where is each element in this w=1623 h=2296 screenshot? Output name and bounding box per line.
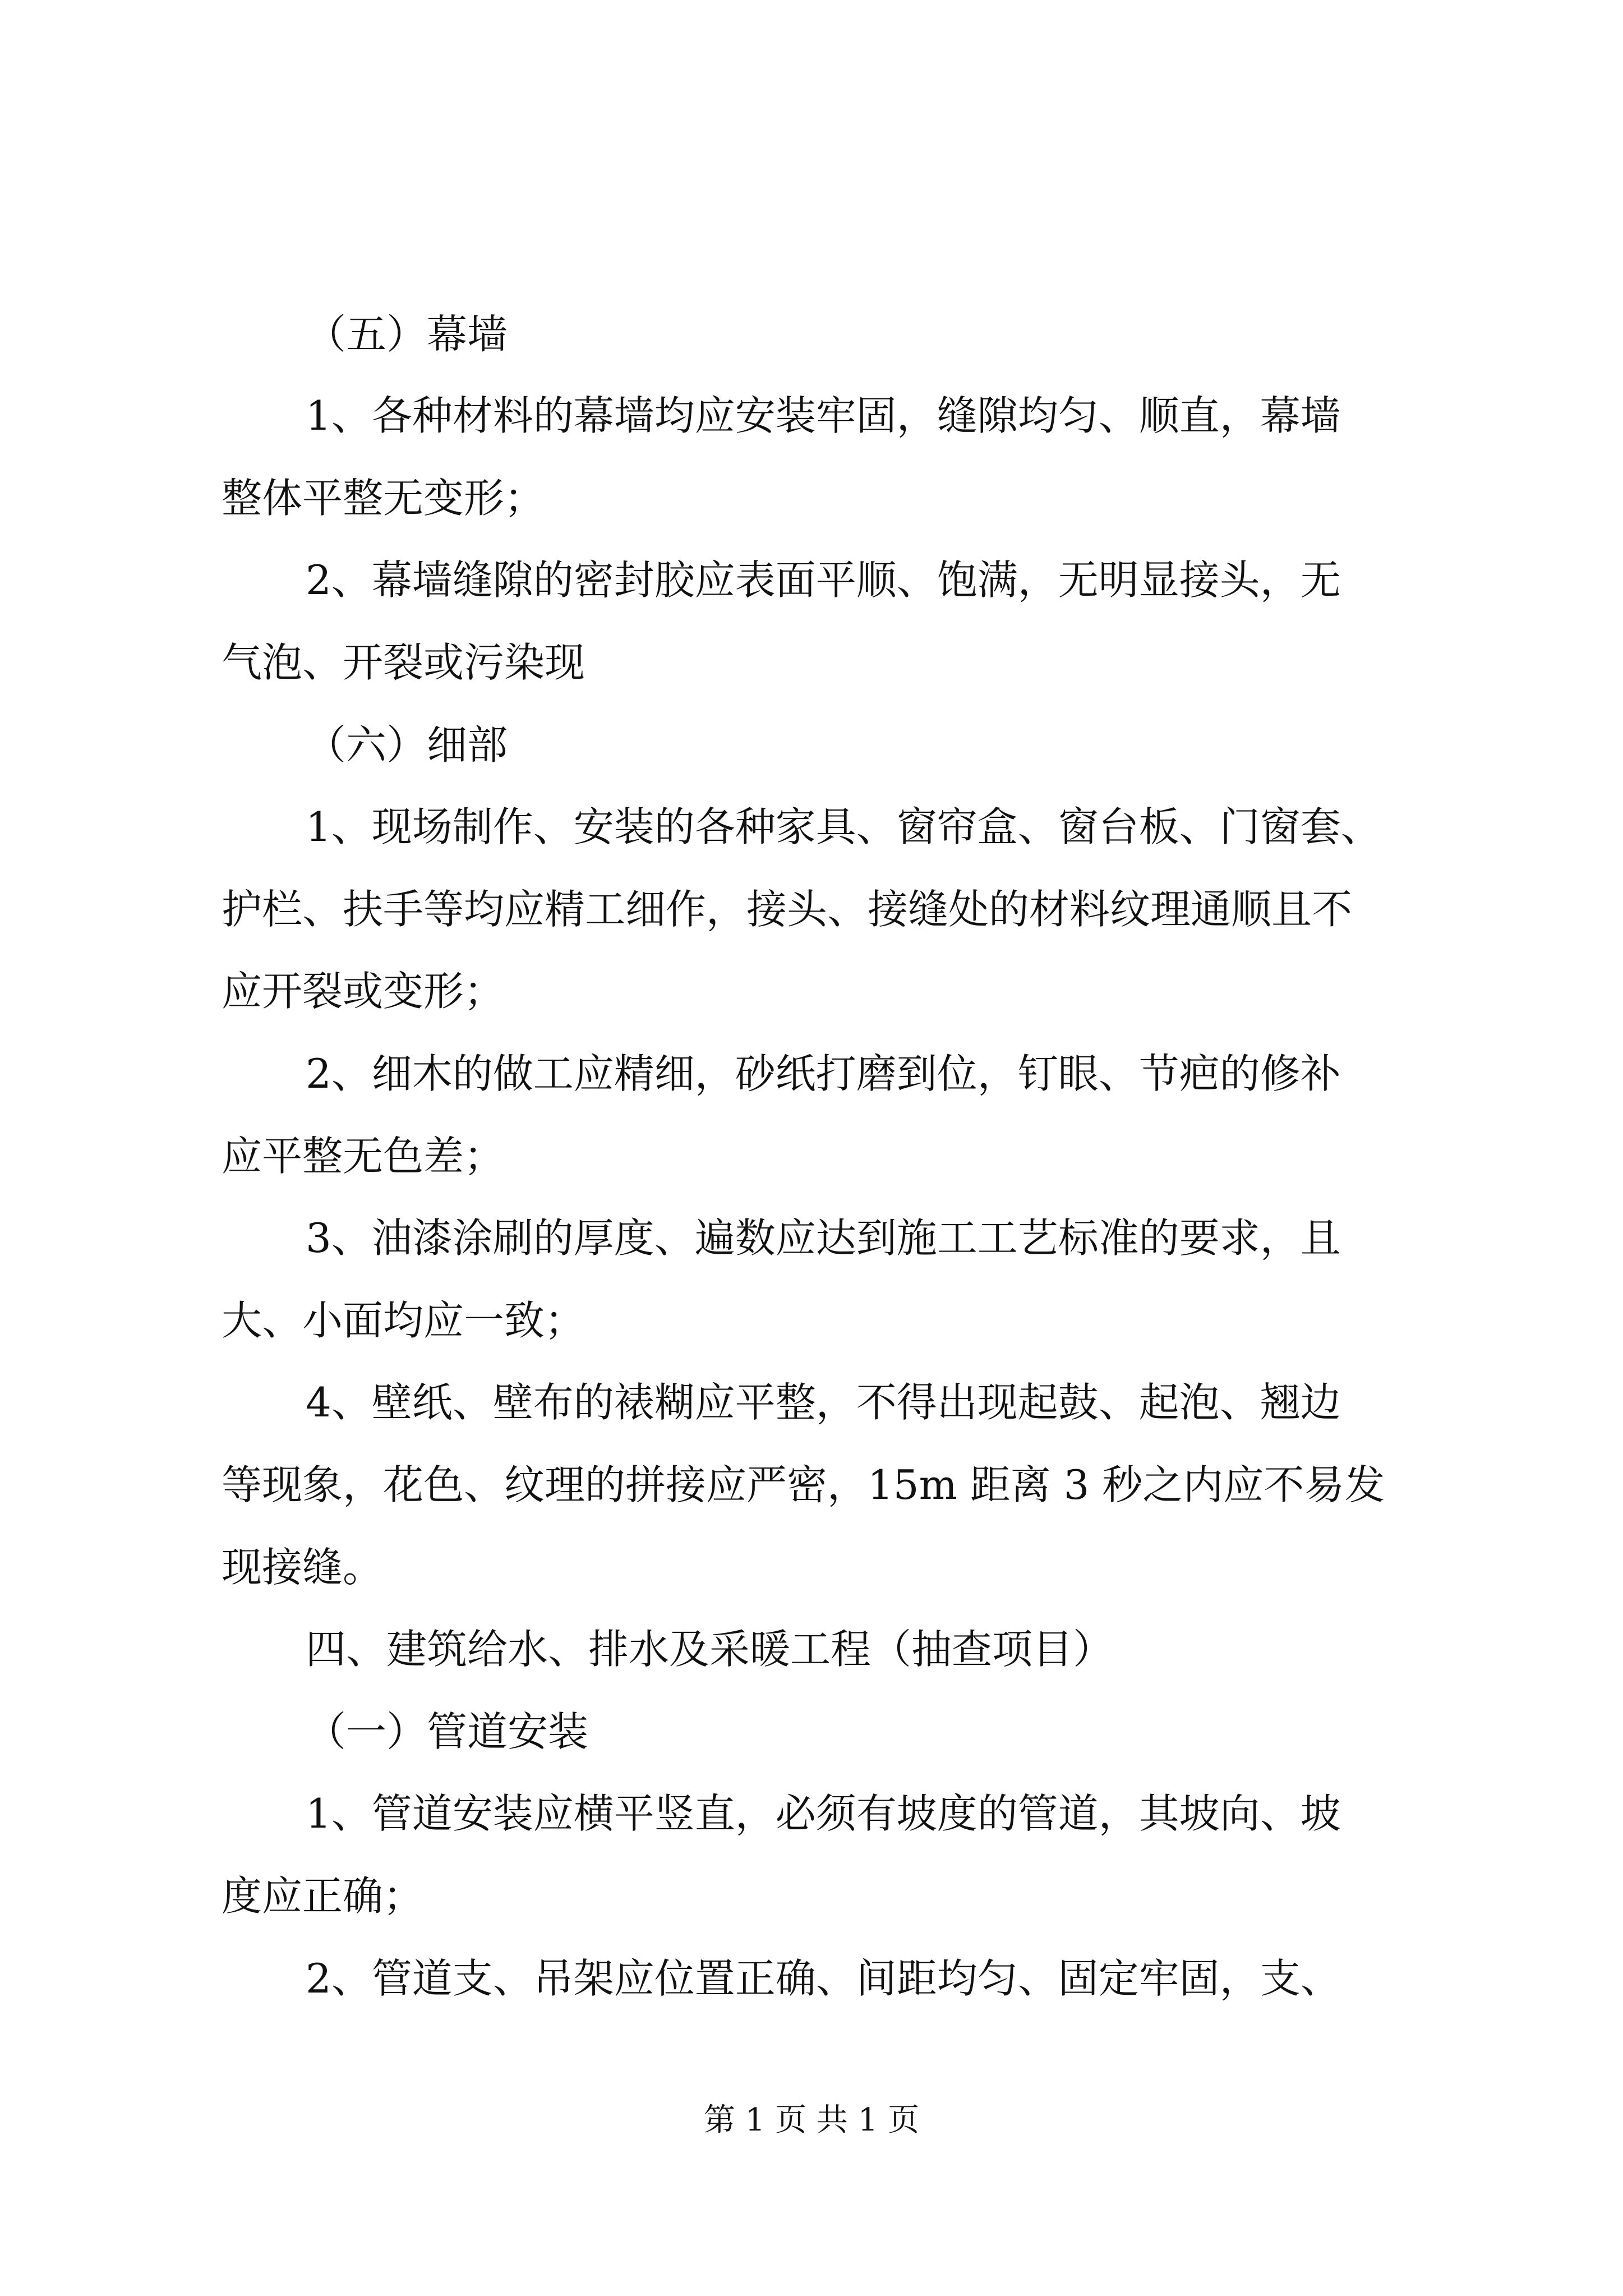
paragraph-line: 2、幕墙缝隙的密封胶应表面平顺、饱满，无明显接头，无 [306,556,1341,604]
paragraph-line: 气泡、开裂或污染现 [222,639,585,686]
paragraph-line: 现接缝。 [222,1544,384,1591]
paragraph-line: 3、油漆涂刷的厚度、遍数应达到施工工艺标准的要求，且 [306,1214,1341,1262]
paragraph-line: 2、管道支、吊架应位置正确、间距均匀、固定牢固，支、 [306,1955,1341,2002]
paragraph-line: 护栏、扶手等均应精工细作，接头、接缝处的材料纹理通顺且不 [222,886,1353,933]
paragraph-line: 等现象，花色、纹理的拼接应严密，15m 距离 3 秒之内应不易发 [222,1461,1385,1508]
paragraph-line: 1、各种材料的幕墙均应安装牢固，缝隙均匀、顺直，幕墙 [306,392,1341,439]
paragraph-line: 应开裂或变形； [222,968,505,1015]
section-heading-details: （六）细部 [306,721,508,769]
section-heading-curtain-wall: （五）幕墙 [306,311,508,358]
page-number-footer: 第 1 页 共 1 页 [703,2102,920,2138]
paragraph-line: 2、细木的做工应精细，砂纸打磨到位，钉眼、节疤的修补 [306,1050,1341,1097]
section-heading-pipe-installation: （一）管道安装 [306,1708,589,1755]
paragraph-line: 大、小面均应一致； [222,1297,585,1344]
paragraph-line: 1、管道安装应横平竖直，必须有坡度的管道，其坡向、坡 [306,1790,1341,1837]
paragraph-line: 4、壁纸、壁布的裱糊应平整，不得出现起鼓、起泡、翘边 [306,1379,1341,1426]
paragraph-line: 应平整无色差； [222,1133,505,1180]
paragraph-line: 整体平整无变形； [222,475,545,522]
section-heading-plumbing: 四、建筑给水、排水及采暖工程（抽查项目） [306,1626,1114,1673]
paragraph-line: 1、现场制作、安装的各种家具、窗帘盒、窗台板、门窗套、 [306,803,1381,850]
paragraph-line: 度应正确； [222,1872,424,1920]
